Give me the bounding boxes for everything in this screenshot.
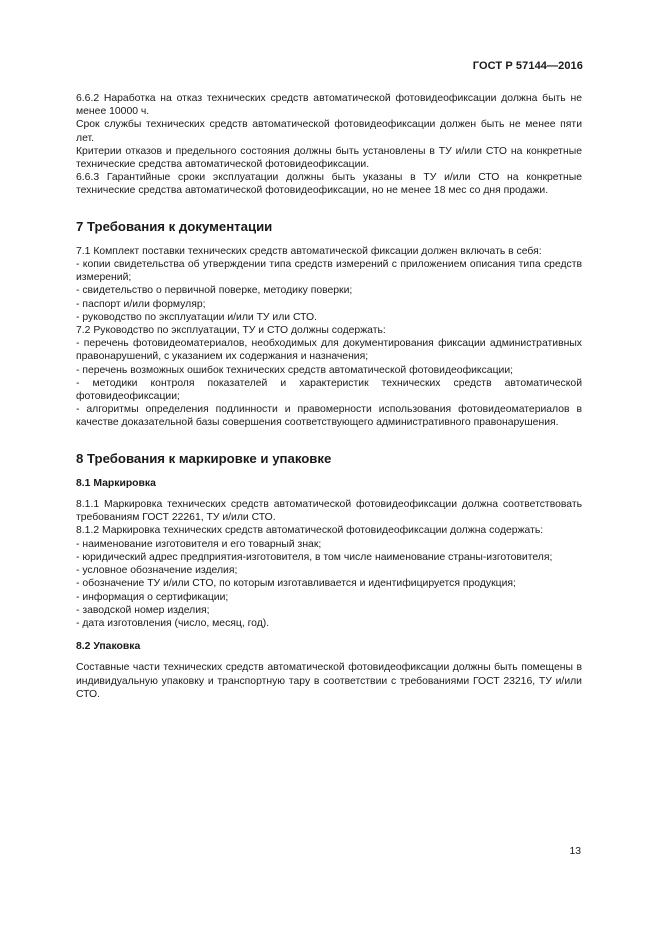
list-item: - обозначение ТУ и/или СТО, по которым изготавливается и идентифицируется продукция;: [76, 578, 516, 590]
section-heading: 8 Требования к маркировке и упаковке: [76, 450, 332, 466]
paragraph: Критерии отказов и предельного состояния должны быть установлены в ТУ и/или СТО на конкретные технические средства автоматической фотовидеофиксации.: [76, 145, 582, 171]
list-item: - копии свидетельства об утверждении типа средств измерений с приложением описания типа средств измерений;: [76, 259, 582, 284]
paragraph: 6.6.2 Наработка на отказ технических средств автоматической фотовидеофиксации должна быть не менее 10000 ч.: [76, 93, 582, 118]
list-item: - перечень возможных ошибок технических средств автоматической фотовидеофиксации;: [76, 364, 514, 376]
paragraph: 8.1.2 Маркировка технических средств автоматической фотовидеофиксации должна содержать:: [76, 525, 544, 537]
paragraph: Срок службы технических средств автоматической фотовидеофиксации должен быть не менее пяти лет.: [76, 119, 582, 144]
subsection-heading: 8.1 Маркировка: [76, 477, 156, 489]
paragraph: 7.2 Руководство по эксплуатации, ТУ и СТО должны содержать:: [76, 325, 386, 337]
list-item: - дата изготовления (число, месяц, год).: [76, 617, 270, 629]
list-item: - заводской номер изделия;: [76, 604, 210, 616]
paragraph: 8.1.1 Маркировка технических средств автоматической фотовидеофиксации должна соответствовать требованиям ГОСТ 22261, ТУ и/или СТО.: [76, 499, 582, 524]
subsection-heading: 8.2 Упаковка: [76, 641, 141, 653]
section-heading: 7 Требования к документации: [76, 218, 273, 234]
list-item: - перечень фотовидеоматериалов, необходимых для документирования фиксации административных правонарушений, с указанием их содержания и назначения;: [76, 338, 582, 363]
page-number: 13: [569, 846, 581, 857]
list-item: - информация о сертификации;: [76, 591, 229, 603]
list-item: - алгоритмы определения подлинности и правомерности использования фотовидеоматериалов в качестве доказательной базы совершения соответствующего административного правонарушения.: [76, 404, 582, 429]
list-item: - методики контроля показателей и характеристик технических средств автоматической фотовидеофиксации;: [76, 377, 582, 403]
paragraph: Составные части технических средств автоматической фотовидеофиксации должны быть помещены в индивидуальную упаковку и транспортную тару в соответствии с требованиями ГОСТ 23216, ТУ и/или СТО.: [76, 662, 582, 700]
list-item: - свидетельство о первичной поверке, методику поверки;: [76, 285, 353, 297]
list-item: - юридический адрес предприятия-изготовителя, в том числе наименование страны-изготовителя;: [76, 551, 553, 563]
list-item: - условное обозначение изделия;: [76, 565, 238, 577]
list-item: - руководство по эксплуатации и/или ТУ или СТО.: [76, 311, 317, 323]
list-item: - наименование изготовителя и его товарный знак;: [76, 538, 322, 550]
paragraph: 7.1 Комплект поставки технических средств автоматической фиксации должен включать в себя:: [76, 245, 542, 257]
document-body: [76, 92, 582, 701]
list-item: - паспорт и/или формуляр;: [76, 298, 206, 310]
paragraph: 6.6.3 Гарантийные сроки эксплуатации должны быть указаны в ТУ и/или СТО на конкретные технические средства автоматической фотовидеофиксации, но не менее 18 мес со дня продажи.: [76, 172, 582, 197]
standard-header: ГОСТ Р 57144—2016: [472, 60, 583, 72]
